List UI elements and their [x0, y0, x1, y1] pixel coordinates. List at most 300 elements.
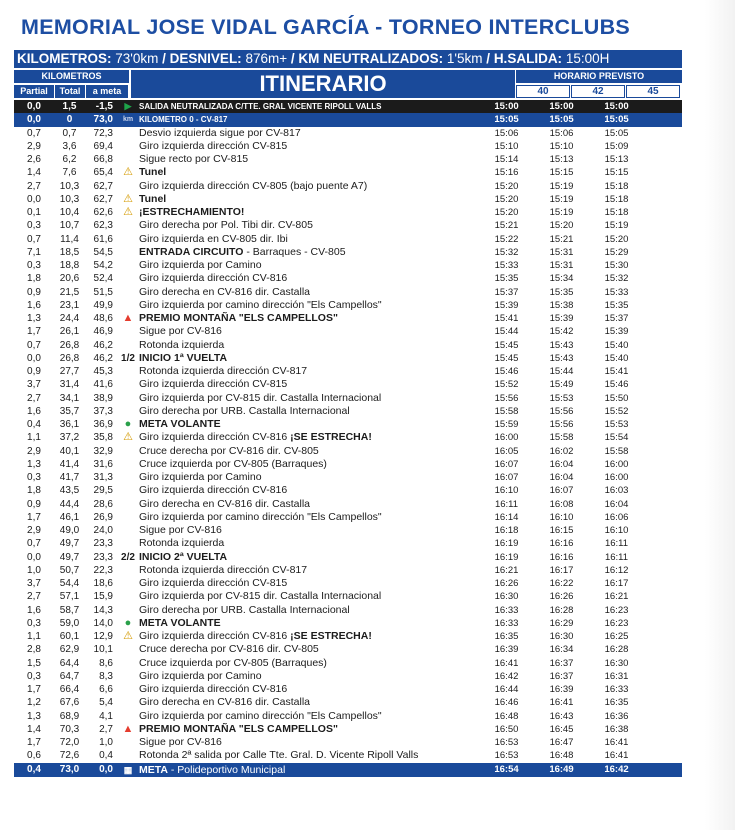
partial-km: 0,4: [27, 419, 41, 430]
lap-marker: 1/2: [121, 352, 135, 364]
time-40: 15:37: [494, 286, 519, 298]
itinerary-instruction: Giro derecha por URB. Castalla Internacional: [139, 603, 350, 616]
itinerary-text: [139, 246, 479, 259]
partial-km: 1,8: [27, 485, 41, 497]
time-45: 15:09: [604, 140, 629, 152]
sprint-icon: ●: [124, 418, 132, 430]
table-row: [14, 127, 682, 140]
itinerary-instruction: Sigue por CV-816: [139, 325, 222, 338]
time-40: 15:21: [494, 220, 519, 232]
time-40: 16:54: [494, 763, 519, 775]
km-to-finish: 28,6: [93, 498, 113, 510]
itinerary-instruction: PREMIO MONTAÑA "ELS CAMPELLOS": [139, 312, 338, 324]
km-to-finish: 0,4: [99, 750, 113, 762]
km-to-finish: 31,3: [93, 472, 113, 483]
itinerary-instruction: Giro derecha en CV-816 dir. Castalla: [139, 696, 311, 709]
partial-km: 2,9: [27, 525, 41, 536]
total-km: 67,6: [59, 697, 80, 709]
horario-header-title: HORARIO PREVISTO: [516, 70, 682, 83]
partial-km: 2,9: [27, 445, 41, 457]
table-row: [14, 325, 682, 338]
km-to-finish: 18,6: [93, 578, 113, 589]
partial-km: 1,2: [27, 697, 41, 709]
time-42: 15:19: [549, 193, 574, 205]
total-km: 62,9: [59, 644, 80, 656]
time-40: 16:14: [494, 511, 519, 523]
time-40: 15:00: [494, 101, 519, 112]
km-to-finish: 31,6: [93, 458, 113, 470]
total-km: 57,1: [59, 591, 80, 603]
separator: /: [162, 51, 166, 66]
time-45: 16:25: [604, 631, 629, 642]
itinerary-instruction: Giro derecha en CV-816 dir. Castalla: [139, 285, 311, 298]
time-45: 16:28: [604, 644, 629, 656]
partial-km: 1,1: [27, 631, 41, 642]
lap-marker: 2/2: [121, 551, 135, 563]
time-42: 15:05: [549, 114, 574, 126]
itinerary-instruction: INICIO 1ª VUELTA: [139, 351, 228, 364]
partial-km: 0,7: [27, 233, 41, 245]
itinerary-instruction: Giro izquierda dirección CV-805 (bajo puente A7): [139, 179, 368, 192]
table-row: [14, 193, 682, 206]
itinerary-text: [139, 127, 479, 140]
time-40: 16:18: [494, 525, 519, 536]
itinerary-text: [139, 630, 479, 643]
km-to-finish: 66,8: [93, 154, 113, 165]
time-40: 16:53: [494, 750, 519, 762]
itinerary-instruction: Cruce derecha por CV-816 dir. CV-805: [139, 643, 319, 656]
km-to-finish: 54,5: [93, 246, 113, 258]
table-row: [14, 643, 682, 656]
table-row: [14, 365, 682, 378]
itinerary-text: [139, 166, 479, 179]
time-40: 16:46: [494, 697, 519, 709]
total-km: 68,9: [59, 710, 80, 722]
time-45: 16:11: [604, 538, 629, 550]
total-km: 50,7: [59, 564, 80, 576]
icon-cell: [117, 498, 139, 511]
itinerary-instruction: Giro izquierda por camino dirección "Els Campellos": [139, 510, 382, 523]
table-row: [14, 617, 682, 630]
table-row: [14, 219, 682, 232]
itinerary-text: [139, 551, 479, 564]
itinerary-text: [139, 418, 479, 431]
time-42: 16:37: [549, 670, 574, 682]
partial-km: 0,3: [27, 260, 41, 271]
itinerary-instruction: PREMIO MONTAÑA "ELS CAMPELLOS": [139, 722, 338, 735]
desnivel-value: 876m+: [245, 51, 288, 66]
speed-45-header: 45: [626, 85, 680, 98]
partial-km: 0,3: [27, 472, 41, 483]
time-45: 15:18: [604, 180, 629, 192]
time-40: 16:00: [494, 432, 519, 444]
itinerary-instruction: Cruce izquierda por CV-805 (Barraques): [139, 457, 327, 470]
time-45: 16:38: [604, 723, 629, 735]
total-km: 23,1: [59, 299, 80, 311]
partial-km: 2,7: [27, 392, 41, 404]
sprint-icon: ●: [124, 616, 132, 629]
partial-km: 0,9: [27, 498, 41, 510]
table-row: [14, 590, 682, 603]
itinerary-instruction: Giro izquierda dirección CV-816: [139, 484, 288, 497]
time-42: 16:43: [549, 710, 574, 722]
km-to-finish: 14,3: [93, 604, 113, 616]
itinerary-text: [139, 683, 479, 696]
partial-km: 0,3: [27, 220, 41, 232]
time-45: 16:17: [604, 578, 629, 589]
partial-km: 1,3: [27, 710, 41, 722]
km-to-finish: 62,7: [93, 193, 113, 205]
km-to-finish: 37,3: [93, 405, 113, 417]
km-to-finish: 38,9: [93, 392, 113, 404]
time-45: 15:18: [604, 193, 629, 205]
total-km: 49,7: [59, 538, 80, 550]
itinerary-text: [139, 140, 479, 153]
total-km: 72,6: [59, 750, 80, 762]
time-45: 16:41: [604, 750, 629, 762]
partial-km: 1,4: [27, 723, 41, 735]
time-45: 15:52: [604, 405, 629, 417]
table-row: [14, 471, 682, 484]
warning-icon: ⚠: [123, 630, 133, 642]
itinerary-instruction: Giro izquierda por CV-815 dir. Castalla Internacional: [139, 590, 382, 603]
time-42: 15:35: [549, 286, 574, 298]
total-km: 44,4: [59, 498, 80, 510]
mountain-prize-icon: ▲: [122, 312, 134, 324]
time-45: 16:23: [604, 604, 629, 616]
partial-km: 0,7: [27, 127, 41, 139]
time-42: 15:34: [549, 273, 574, 285]
horario-column-header: [516, 70, 682, 100]
time-40: 16:19: [494, 538, 519, 550]
total-km: 37,2: [59, 432, 80, 444]
table-row: [14, 113, 682, 126]
time-42: 16:49: [549, 763, 574, 775]
total-km: 40,1: [59, 445, 80, 457]
total-km: 64,4: [59, 657, 80, 669]
icon-cell: [117, 736, 139, 749]
total-km: 54,4: [59, 578, 80, 589]
time-42: 16:02: [549, 445, 574, 457]
total-km: 21,5: [59, 286, 80, 298]
partial-km: 0,3: [27, 617, 41, 629]
partial-km: 1,5: [27, 657, 41, 669]
total-km: 31,4: [59, 379, 80, 391]
icon-cell: [117, 590, 139, 603]
time-45: 16:30: [604, 657, 629, 669]
km-to-finish: 61,6: [93, 233, 113, 245]
icon-cell: [117, 180, 139, 193]
finish-flag-icon: ▦: [123, 764, 133, 775]
itinerary-text: [139, 511, 479, 524]
partial-km: 3,7: [27, 379, 41, 391]
km-to-finish: 29,5: [93, 485, 113, 497]
time-40: 15:14: [494, 154, 519, 165]
km-to-finish: 8,6: [99, 657, 113, 669]
itinerary-instruction: Giro izquierda por camino dirección "Els Campellos": [139, 298, 382, 311]
icon-cell: [117, 219, 139, 232]
partial-km: 1,6: [27, 299, 41, 311]
desnivel-label: DESNIVEL:: [169, 51, 242, 66]
km-to-finish: 46,9: [93, 326, 113, 338]
time-42: 16:41: [549, 697, 574, 709]
partial-km: 0,0: [27, 101, 41, 112]
total-km: 10,4: [59, 207, 80, 218]
time-42: 15:15: [549, 167, 574, 179]
partial-km: 1,7: [27, 511, 41, 523]
itinerary-subtext: - Polideportivo Municipal: [167, 763, 286, 776]
table-row: [14, 153, 682, 166]
table-row: [14, 405, 682, 418]
time-42: 16:29: [549, 617, 574, 629]
icon-cell: [117, 272, 139, 285]
total-km: 7,6: [62, 167, 77, 179]
time-40: 16:30: [494, 591, 519, 603]
partial-km: 0,0: [27, 352, 41, 364]
icon-cell: [117, 445, 139, 458]
time-40: 16:33: [494, 617, 519, 629]
time-42: 16:17: [549, 564, 574, 576]
icon-cell: [117, 405, 139, 418]
km-to-finish: 62,7: [93, 180, 113, 192]
time-40: 16:07: [494, 458, 519, 470]
total-km: 58,7: [59, 604, 80, 616]
total-km: 49,7: [59, 551, 80, 563]
time-45: 16:35: [604, 697, 629, 709]
total-km: 3,6: [62, 140, 77, 152]
icon-cell: [117, 378, 139, 391]
partial-km: 0,1: [27, 207, 41, 218]
table-row: [14, 392, 682, 405]
table-row: [14, 312, 682, 325]
km-to-finish: 10,1: [93, 644, 113, 656]
km-to-finish: 73,0: [93, 114, 113, 126]
km-to-finish: 0,0: [99, 763, 113, 775]
time-42: 15:43: [549, 352, 574, 364]
itinerary-text: [139, 259, 479, 272]
time-40: 15:20: [494, 207, 519, 218]
time-45: 16:36: [604, 710, 629, 722]
mountain-prize-icon: ▲: [122, 722, 134, 735]
total-km: 1,5: [62, 101, 77, 112]
itinerary-instruction: Tunel: [139, 192, 167, 205]
icon-cell: [117, 537, 139, 550]
itinerary-instruction: Giro izquierda dirección CV-816: [139, 683, 288, 695]
partial-km: 0,9: [27, 286, 41, 298]
total-km: 59,0: [59, 617, 80, 629]
itinerary-text: [139, 405, 479, 418]
icon-cell: [117, 657, 139, 670]
time-42: 16:07: [549, 485, 574, 497]
km-to-finish: 1,0: [99, 737, 113, 748]
table-row: [14, 352, 682, 365]
partial-km: 0,0: [27, 193, 41, 205]
total-km: 10,3: [59, 193, 80, 205]
time-45: 16:12: [604, 564, 629, 576]
itinerary-text: [139, 180, 479, 193]
itinerary-subtext: - Barraques - CV-805: [243, 245, 346, 258]
time-42: 15:49: [549, 379, 574, 391]
table-row: [14, 100, 682, 113]
time-40: 16:39: [494, 644, 519, 656]
itinerary-text: [139, 100, 479, 113]
km-to-finish: 51,5: [93, 286, 113, 298]
km-header-title: KILOMETROS: [14, 70, 129, 83]
km-zero-icon: km: [122, 116, 134, 124]
salida-label: H.SALIDA:: [493, 51, 563, 66]
icon-cell: [117, 696, 139, 709]
time-45: 15:41: [604, 366, 629, 377]
icon-cell: [117, 325, 139, 338]
km-to-finish: 46,2: [93, 339, 113, 351]
total-km: 73,0: [59, 763, 80, 775]
total-km: 18,5: [59, 246, 80, 258]
time-42: 15:10: [549, 140, 574, 152]
km-to-finish: 35,8: [93, 432, 113, 444]
total-km: 41,4: [59, 458, 80, 470]
warning-icon: ⚠: [123, 192, 133, 205]
time-42: 15:21: [549, 233, 574, 245]
itinerary-instruction: Giro izquierda dirección CV-815: [139, 577, 288, 589]
total-km: 49,0: [59, 525, 80, 536]
time-40: 16:53: [494, 737, 519, 748]
time-45: 15:40: [604, 352, 629, 364]
time-45: 15:33: [604, 286, 629, 298]
time-45: 16:00: [604, 472, 629, 483]
km-to-finish: -1,5: [95, 101, 113, 112]
time-40: 15:35: [494, 273, 519, 285]
time-42: 15:56: [549, 419, 574, 430]
time-45: 16:41: [604, 737, 629, 748]
time-42: 16:28: [549, 604, 574, 616]
time-40: 16:19: [494, 551, 519, 563]
total-km: 66,4: [59, 684, 80, 695]
km-to-finish: 62,6: [93, 207, 113, 218]
itinerary-instruction: META VOLANTE: [139, 616, 221, 629]
time-42: 16:30: [549, 631, 574, 642]
separator: /: [290, 51, 295, 66]
itinerary-instruction: SALIDA NEUTRALIZADA C/TTE. GRAL VICENTE RIPOLL VALLS: [139, 102, 382, 111]
total-km: 35,7: [59, 405, 80, 417]
table-row: [14, 524, 682, 537]
table-row: [14, 577, 682, 590]
time-40: 15:45: [494, 339, 519, 351]
itinerary-instruction: Giro izquierda por CV-815 dir. Castalla Internacional: [139, 391, 382, 404]
time-42: 16:39: [549, 684, 574, 695]
total-km: 26,8: [59, 352, 80, 364]
itinerary-instruction: Sigue por CV-816: [139, 524, 222, 536]
itinerary-instruction: Cruce izquierda por CV-805 (Barraques): [139, 656, 327, 669]
itinerary-instruction: ¡ESTRECHAMIENTO!: [139, 206, 245, 218]
icon-cell: [117, 511, 139, 524]
partial-km: 1,3: [27, 458, 41, 470]
time-40: 16:41: [494, 657, 519, 669]
time-42: 16:26: [549, 591, 574, 603]
table-row: [14, 657, 682, 670]
a-meta-header: a meta: [86, 85, 128, 98]
km-to-finish: 32,9: [93, 445, 113, 457]
itinerary-instruction: Giro izquierda por Camino: [139, 259, 262, 271]
time-40: 16:50: [494, 723, 519, 735]
race-info-bar: [14, 50, 682, 68]
itinerary-text: [139, 590, 479, 603]
table-row: [14, 763, 682, 777]
partial-km: 0,3: [27, 670, 41, 682]
itinerary-instruction: META: [139, 763, 168, 776]
itinerary-text: [139, 219, 479, 232]
time-45: 15:00: [604, 101, 629, 112]
table-row: [14, 246, 682, 259]
km-to-finish: 36,9: [93, 419, 113, 430]
km-to-finish: 65,4: [93, 167, 113, 179]
km-to-finish: 5,4: [99, 697, 113, 709]
time-42: 15:43: [549, 339, 574, 351]
table-row: [14, 458, 682, 471]
itinerary-instruction: Rotonda izquierda: [139, 537, 225, 550]
km-to-finish: 62,3: [93, 220, 113, 232]
partial-km: 1,7: [27, 326, 41, 338]
time-42: 16:22: [549, 578, 574, 589]
time-45: 15:18: [604, 207, 629, 218]
km-to-finish: 54,2: [93, 260, 113, 271]
icon-cell: [117, 458, 139, 471]
km-to-finish: 45,3: [93, 366, 113, 377]
itinerary-instruction: Giro izquierda dirección CV-816: [139, 431, 291, 444]
icon-cell: [117, 153, 139, 166]
time-45: 16:00: [604, 458, 629, 470]
total-km: 64,7: [59, 670, 80, 682]
time-40: 15:10: [494, 140, 519, 152]
table-row: [14, 418, 682, 431]
itinerary-instruction: Sigue por CV-816: [139, 736, 222, 748]
total-km: 43,5: [59, 485, 80, 497]
km-to-finish: 72,3: [93, 127, 113, 139]
time-42: 15:38: [549, 299, 574, 311]
icon-cell: [117, 749, 139, 762]
table-row: [14, 670, 682, 683]
time-42: 16:34: [549, 644, 574, 656]
km-to-finish: 23,3: [93, 538, 113, 550]
time-40: 15:46: [494, 366, 519, 377]
km-to-finish: 46,2: [93, 352, 113, 364]
separator: /: [486, 51, 491, 66]
total-km: 18,8: [59, 260, 80, 271]
time-40: 16:11: [494, 498, 519, 510]
partial-km: 1,1: [27, 432, 41, 444]
table-row: [14, 445, 682, 458]
itinerary-instruction: Giro izquierda por camino dirección "Els Campellos": [139, 709, 382, 722]
km-to-finish: 6,6: [99, 684, 113, 695]
itinerary-instruction: KILOMETRO 0 - CV-817: [139, 115, 228, 125]
total-km: 20,6: [59, 273, 80, 285]
time-40: 15:20: [494, 180, 519, 192]
time-42: 15:19: [549, 207, 574, 218]
time-42: 15:53: [549, 392, 574, 404]
total-km: 34,1: [59, 392, 80, 404]
icon-cell: [117, 286, 139, 299]
km-to-finish: 14,0: [93, 617, 113, 629]
icon-cell: [117, 710, 139, 723]
time-45: 15:40: [604, 339, 629, 351]
itinerary-text: [139, 445, 479, 458]
time-45: 15:29: [604, 246, 629, 258]
page-edge-shadow: [705, 0, 735, 830]
total-km: 26,1: [59, 326, 80, 338]
time-45: 16:11: [604, 551, 629, 563]
table-row: [14, 259, 682, 272]
km-to-finish: 49,9: [93, 299, 113, 311]
time-45: 15:30: [604, 260, 629, 271]
